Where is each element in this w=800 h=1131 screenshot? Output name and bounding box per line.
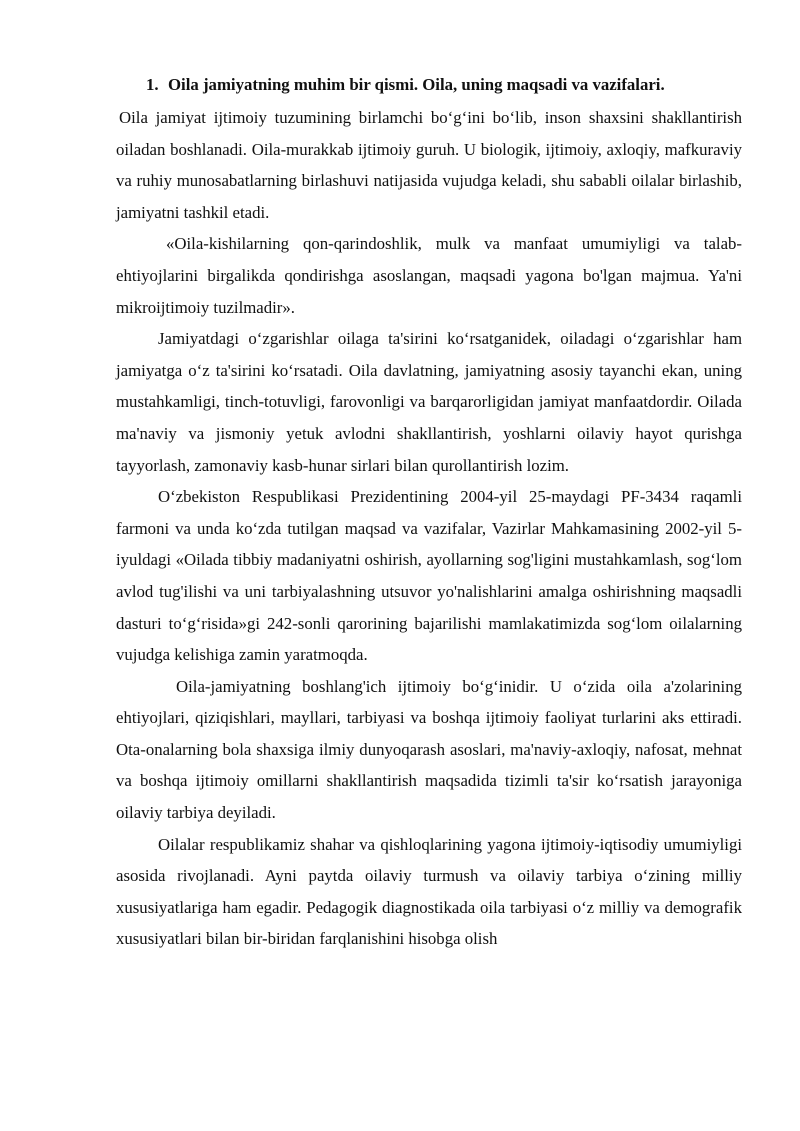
- section-heading: [116, 73, 742, 97]
- paragraph: O‘zbekiston Respublikasi Prezidentining 2004-yil 25-maydagi PF-3434 raqamli farmoni va unda ko‘zda tutilgan maqsad va vazifalar, Vazirlar Mahkamasining 2002-yil 5-iyuldagi «Oilada tibbiy madaniyatni oshirish, ayollarning sog'ligini mustahkamlash, sog‘lom avlod tug'ilishi va uni tarbiyalashning utsuvor yo'nalishlarini amalga oshirishning maqsadli dasturi to‘g‘risida»gi 242-sonli qarorining bajarilishi mamlakatimizda sog‘lom oilalarning vujudga kelishiga zamin yaratmoqda.: [116, 487, 742, 665]
- paragraph: Oila jamiyat ijtimoiy tuzumining birlamchi bo‘g‘ini bo‘lib, inson shaxsini shakllantirish oiladan boshlanadi. Oila-murakkab ijtimoiy guruh. U biologik, ijtimoiy, axloqiy, mafkuraviy va ruhiy munosabatlarning birlashuvi natijasida vujudga keladi, shu sababli oilalar birlashib, jamiyatni tashkil etadi.: [116, 108, 742, 222]
- paragraph: Jamiyatdagi o‘zgarishlar oilaga ta'sirini ko‘rsatganidek, oiladagi o‘zgarishlar ham jamiyatga o‘z ta'sirini ko‘rsatadi. Oila davlatning, jamiyatning asosiy tayanchi ekan, uning mustahkamligi, tinch-totuvligi, farovonligi va barqarorligidan jamiyat manfaatdordir. Oilada ma'naviy va jismoniy yetuk avlodni shakllantirish, yoshlarni oilaviy hayot qurishga tayyorlash, zamonaviy kasb-hunar sirlari bilan qurollantirish lozim.: [116, 329, 742, 475]
- heading-text: Oila jamiyatning muhim bir qismi. Oila, uning maqsadi va vazifalari.: [168, 75, 665, 94]
- paragraph: Oila-jamiyatning boshlang'ich ijtimoiy bo‘g‘inidir. U o‘zida oila a'zolarining ehtiyojlari, qiziqishlari, mayllari, tarbiyasi va boshqa ijtimoiy faoliyat turlarini aks ettiradi. Ota-onalarning bola shaxsiga ilmiy dunyoqarash asoslari, ma'naviy-axloqiy, nafosat, mehnat va boshqa ijtimoiy omillarni shakllantirish maqsadida tizimli ta'sir ko‘rsatish jarayoniga oilaviy tarbiya deyiladi.: [116, 676, 742, 823]
- heading-number: 1.: [146, 75, 159, 94]
- paragraph: Oilalar respublikamiz shahar va qishloqlarining yagona ijtimoiy-iqtisodiy umumiyligi asosida rivojlanadi. Ayni paytda oilaviy turmush va oilaviy tarbiya o‘zining milliy xususiyatlariga ham egadir. Pedagogik diagnostikada oila tarbiyasi o‘z milliy va demografik xususiyatlari bilan bir-biridan farqlanishini hisobga olish: [116, 834, 742, 949]
- paragraph-quote: «Oila-kishilarning qon-qarindoshlik, mulk va manfaat umumiyligi va talab-ehtiyojlarini birgalikda qondirishga asoslangan, maqsadi yagona bo'lgan majmua. Ya'ni mikroijtimoiy tuzilmadir».: [116, 234, 742, 317]
- document-page: [116, 73, 742, 955]
